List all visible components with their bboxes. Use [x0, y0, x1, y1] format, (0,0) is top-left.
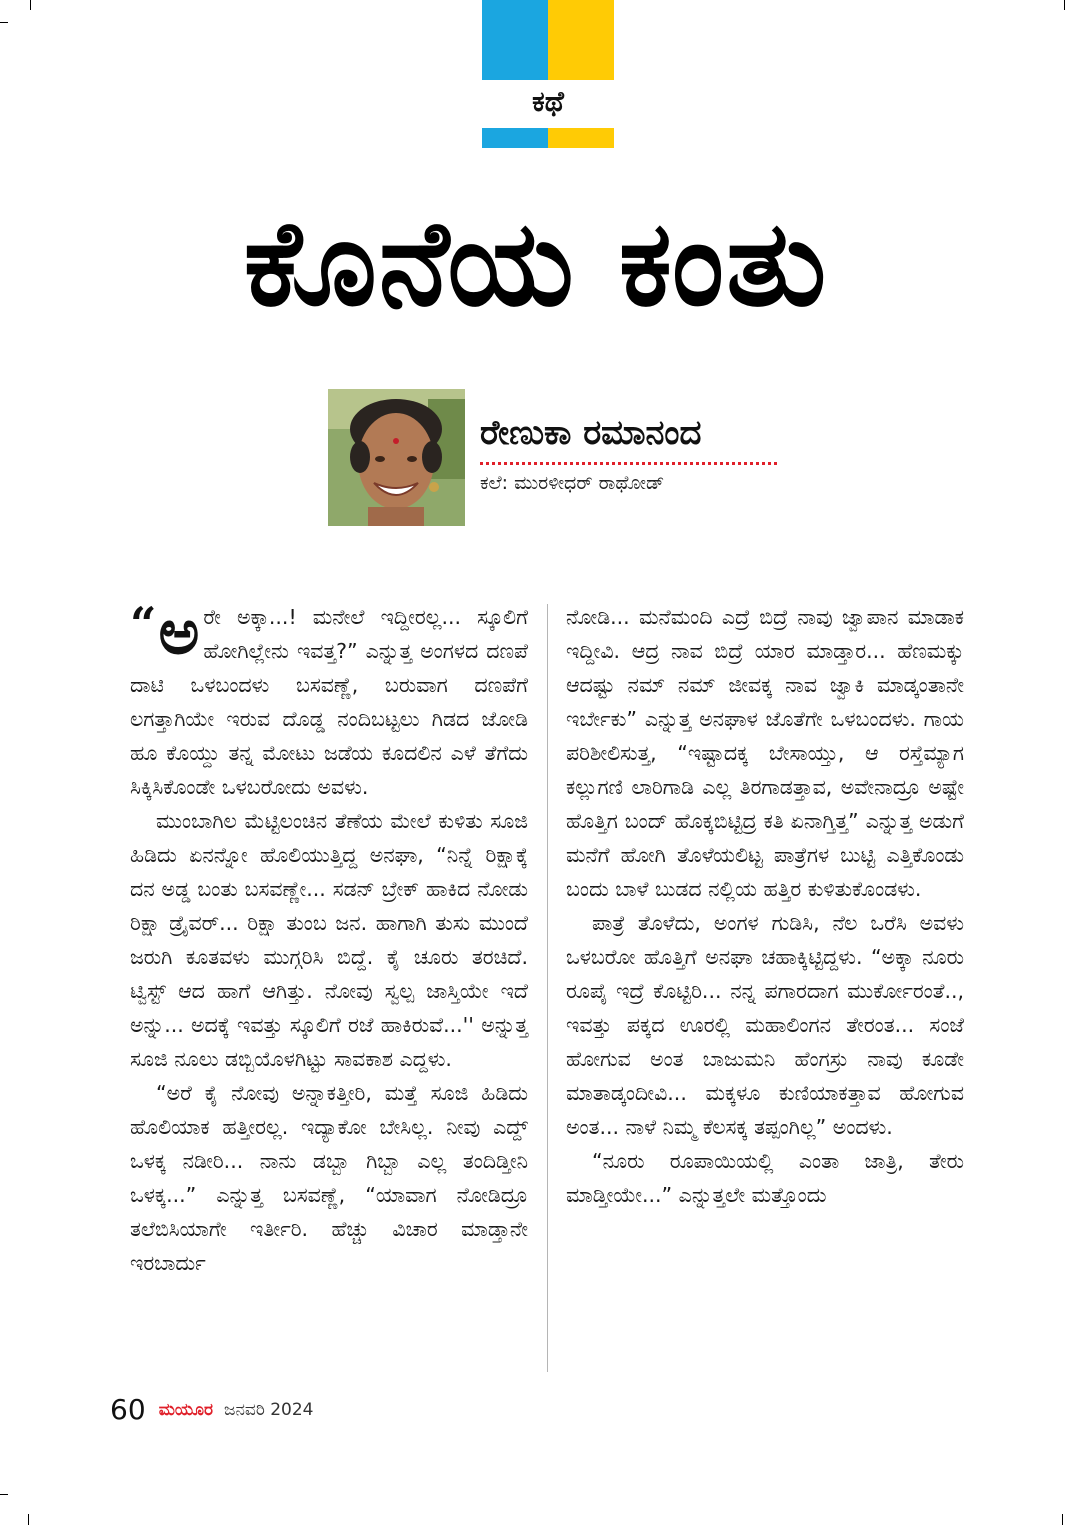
crop-mark-top-left: [30, 0, 31, 10]
tag-block-blue: [482, 0, 548, 80]
article-paragraph: ನೋಡಿ... ಮನೆಮಂದಿ ಎದ್ರೆ ಬಿದ್ರೆ ನಾವು ಜ್ವಾಪಾನ ಮಾಡಾಕ ಇದ್ದೀವಿ. ಆದ್ರ ನಾವ ಬಿದ್ರೆ ಯಾರ ಮಾಡ್ತಾರ... ಹೆಣಮಕ್ಕು ಆದಷ್ಟು ನಮ್ ನಮ್ ಜೀವಕ್ಕ ನಾವ ಜ್ವಾಕಿ ಮಾಡ್ಕಂತಾನೇ ಇರ್ಬೇಕು” ಎನ್ನುತ್ತ ಅನಘಾಳ ಜೊತೆಗೇ ಒಳಬಂದಳು. ಗಾಯ ಪರಿಶೀಲಿಸುತ್ತ, “ಇಷ್ಟಾದಕ್ಕ ಬೇಸಾಯ್ತು, ಆ ರಸ್ತೆಮ್ಯಾಗ ಕಲ್ಲುಗಣಿ ಲಾರಿಗಾಡಿ ಎಲ್ಲ ತಿರಗಾಡತ್ತಾವ, ಅವೇನಾದ್ರೂ ಅಷ್ಟೇ ಹೊತ್ತಿಗ ಬಂದ್ ಹೊಕ್ಕಬಿಟ್ಟಿದ್ರ ಕತಿ ಏನಾಗ್ತಿತ್ತ” ಎನ್ನುತ್ತ ಅಡುಗೆ ಮನೆಗೆ ಹೋಗಿ ತೊಳೆಯಲಿಟ್ಟ ಪಾತ್ರೆಗಳ ಬುಟ್ಟಿ ಎತ್ತಿಕೊಂಡು ಬಂದು ಬಾಳೆ ಬುಡದ ನಲ್ಲಿಯ ಹತ್ತಿರ ಕುಳಿತುಕೊಂಡಳು.: [566, 605, 964, 901]
headline: ಕೊನೆಯ ಕಂತು: [243, 194, 829, 332]
article-paragraph: “ನೂರು ರೂಪಾಯಿಯಲ್ಲಿ ಎಂತಾ ಜಾತ್ರಿ, ತೇರು ಮಾಡ್ತೀಯೇ...” ಎನ್ನುತ್ತಲೇ ಮತ್ತೊಂದು: [566, 1149, 964, 1207]
author-name: ರೇಣುಕಾ ರಮಾನಂದ: [480, 413, 702, 453]
page-number: 60: [110, 1393, 146, 1426]
magazine-name: ಮಯೂರ: [158, 1400, 213, 1420]
dropcap-quote: “: [130, 597, 157, 651]
article-paragraph: [130, 595, 528, 804]
author-portrait-icon: [328, 389, 465, 526]
paragraph-text: ರೇ ಅಕ್ಕಾ...! ಮನೇಲೆ ಇದ್ದೀರಲ್ಲ... ಸ್ಕೂಲಿಗೆ ಹೋಗಿಲ್ಲೇನು ಇವತ್ತ?” ಎನ್ನುತ್ತ ಅಂಗಳದ ದಣಪೆ ದಾಟಿ ಒಳಬಂದಳು ಬಸವಣ್ಣೆ, ಬರುವಾಗ ದಣಪೆಗೆ ಲಗತ್ತಾಗಿಯೇ ಇರುವ ದೊಡ್ಡ ನಂದಿಬಟ್ಟಲು ಗಿಡದ ಜೋಡಿ ಹೂ ಕೊಯ್ದು ತನ್ನ ಮೋಟು ಜಡೆಯ ಕೂದಲಿನ ಎಳೆ ತೆಗೆದು ಸಿಕ್ಕಿಸಿಕೊಂಡೇ ಒಳಬರೋದು ಅವಳು.: [130, 605, 528, 799]
crop-mark-bottom-right: [1062, 1514, 1063, 1525]
page-footer: [110, 1392, 313, 1428]
crop-mark-left-upper: [0, 22, 8, 23]
tag-block-yellow: [548, 0, 614, 80]
author-photo: [328, 389, 465, 526]
author-divider: [480, 462, 777, 465]
issue-date: ಜನವರಿ 2024: [224, 1400, 314, 1420]
article-column-left: [130, 595, 528, 1280]
article-column-right: [566, 600, 964, 1212]
column-divider: [547, 604, 548, 1372]
article-paragraph: “ಅರೆ ಕೈ ನೋವು ಅನ್ನಾಕತ್ತೀರಿ, ಮತ್ತೆ ಸೂಜಿ ಹಿಡಿದು ಹೊಲಿಯಾಕ ಹತ್ತೀರಲ್ಲ. ಇದ್ಯಾಕೋ ಬೇಸಿಲ್ಲ. ನೀವು ಎದ್ದ್ ಒಳಕ್ಕ ನಡೀರಿ... ನಾನು ಡಬ್ಬಾ ಗಿಬ್ಬಾ ಎಲ್ಲ ತಂದಿಡ್ತೀನಿ ಒಳಕ್ಕ...” ಎನ್ನುತ್ತ ಬಸವಣ್ಣೆ, “ಯಾವಾಗ ನೋಡಿದ್ರೂ ತಲೆಬಿಸಿಯಾಗೇ ಇರ್ತೀರಿ. ಹೆಚ್ಚು ವಿಚಾರ ಮಾಡ್ತಾನೇ ಇರಬಾರ್ದು: [130, 1081, 528, 1275]
crop-mark-bottom-left: [28, 1514, 29, 1525]
article-paragraph: ಪಾತ್ರೆ ತೊಳೆದು, ಅಂಗಳ ಗುಡಿಸಿ, ನೆಲ ಒರೆಸಿ ಅವಳು ಒಳಬರೋ ಹೊತ್ತಿಗೆ ಅನಘಾ ಚಹಾಕ್ಕಿಟ್ಟಿದ್ದಳು. “ಅಕ್ಕಾ ನೂರು ರೂಪೈ ಇದ್ರೆ ಕೊಟ್ಟಿರಿ... ನನ್ನ ಪಗಾರದಾಗ ಮುರ್ಕೋರಂತೆ.., ಇವತ್ತು ಪಕ್ಕದ ಊರಲ್ಲಿ ಮಹಾಲಿಂಗನ ತೇರಂತ... ಸಂಜೆ ಹೋಗುವ ಅಂತ ಬಾಜುಮನಿ ಹೆಂಗಸ್ರು ನಾವು ಕೂಡೇ ಮಾತಾಡ್ಕಂದೀವಿ... ಮಕ್ಕಳೂ ಕುಣಿಯಾಕತ್ತಾವ ಹೋಗುವ ಅಂತ... ನಾಳೆ ನಿಮ್ಮ ಕೆಲಸಕ್ಕ ತಪ್ಪಂಗಿಲ್ಲ” ಅಂದಳು.: [566, 911, 964, 1139]
dropcap-letter: ಅ: [158, 595, 200, 668]
section-tag: [482, 0, 614, 148]
art-credit: ಕಲೆ: ಮುರಳೀಧರ್ ರಾಥೋಡ್: [480, 472, 665, 494]
section-label: ಕಥೆ: [532, 85, 564, 118]
article-paragraph: ಮುಂಬಾಗಿಲ ಮೆಟ್ಟಿಲಂಚಿನ ತೆಣೆಯ ಮೇಲೆ ಕುಳಿತು ಸೂಜಿ ಹಿಡಿದು ಏನನ್ನೋ ಹೊಲಿಯುತ್ತಿದ್ದ ಅನಘಾ, “ನಿನ್ನೆ ರಿಕ್ಷಾಕ್ಕೆ ದನ ಅಡ್ಡ ಬಂತು ಬಸವಣ್ಣೇ... ಸಡನ್ ಬ್ರೇಕ್ ಹಾಕಿದ ನೋಡು ರಿಕ್ಷಾ ಡ್ರೈವರ್... ರಿಕ್ಷಾ ತುಂಬ ಜನ. ಹಾಗಾಗಿ ತುಸು ಮುಂದೆ ಜರುಗಿ ಕೂತವಳು ಮುಗ್ಗರಿಸಿ ಬಿದ್ದೆ. ಕೈ ಚೂರು ತರಚಿದೆ. ಟ್ವಿಸ್ಟ್ ಆದ ಹಾಗೆ ಆಗಿತ್ತು. ನೋವು ಸ್ವಲ್ಪ ಜಾಸ್ತಿಯೇ ಇದೆ ಅನ್ನು... ಅದಕ್ಕೆ ಇವತ್ತು ಸ್ಕೂಲಿಗೆ ರಜೆ ಹಾಕಿರುವೆ...'' ಅನ್ನುತ್ತ ಸೂಜಿ ನೂಲು ಡಬ್ಬಿಯೊಳಗಿಟ್ಟು ಸಾವಕಾಶ ಎದ್ದಳು.: [130, 809, 528, 1071]
crop-mark-top-right: [1064, 0, 1065, 10]
tag-bar-yellow: [548, 128, 614, 148]
crop-mark-left-lower: [0, 1494, 8, 1495]
tag-bar-blue: [482, 128, 548, 148]
